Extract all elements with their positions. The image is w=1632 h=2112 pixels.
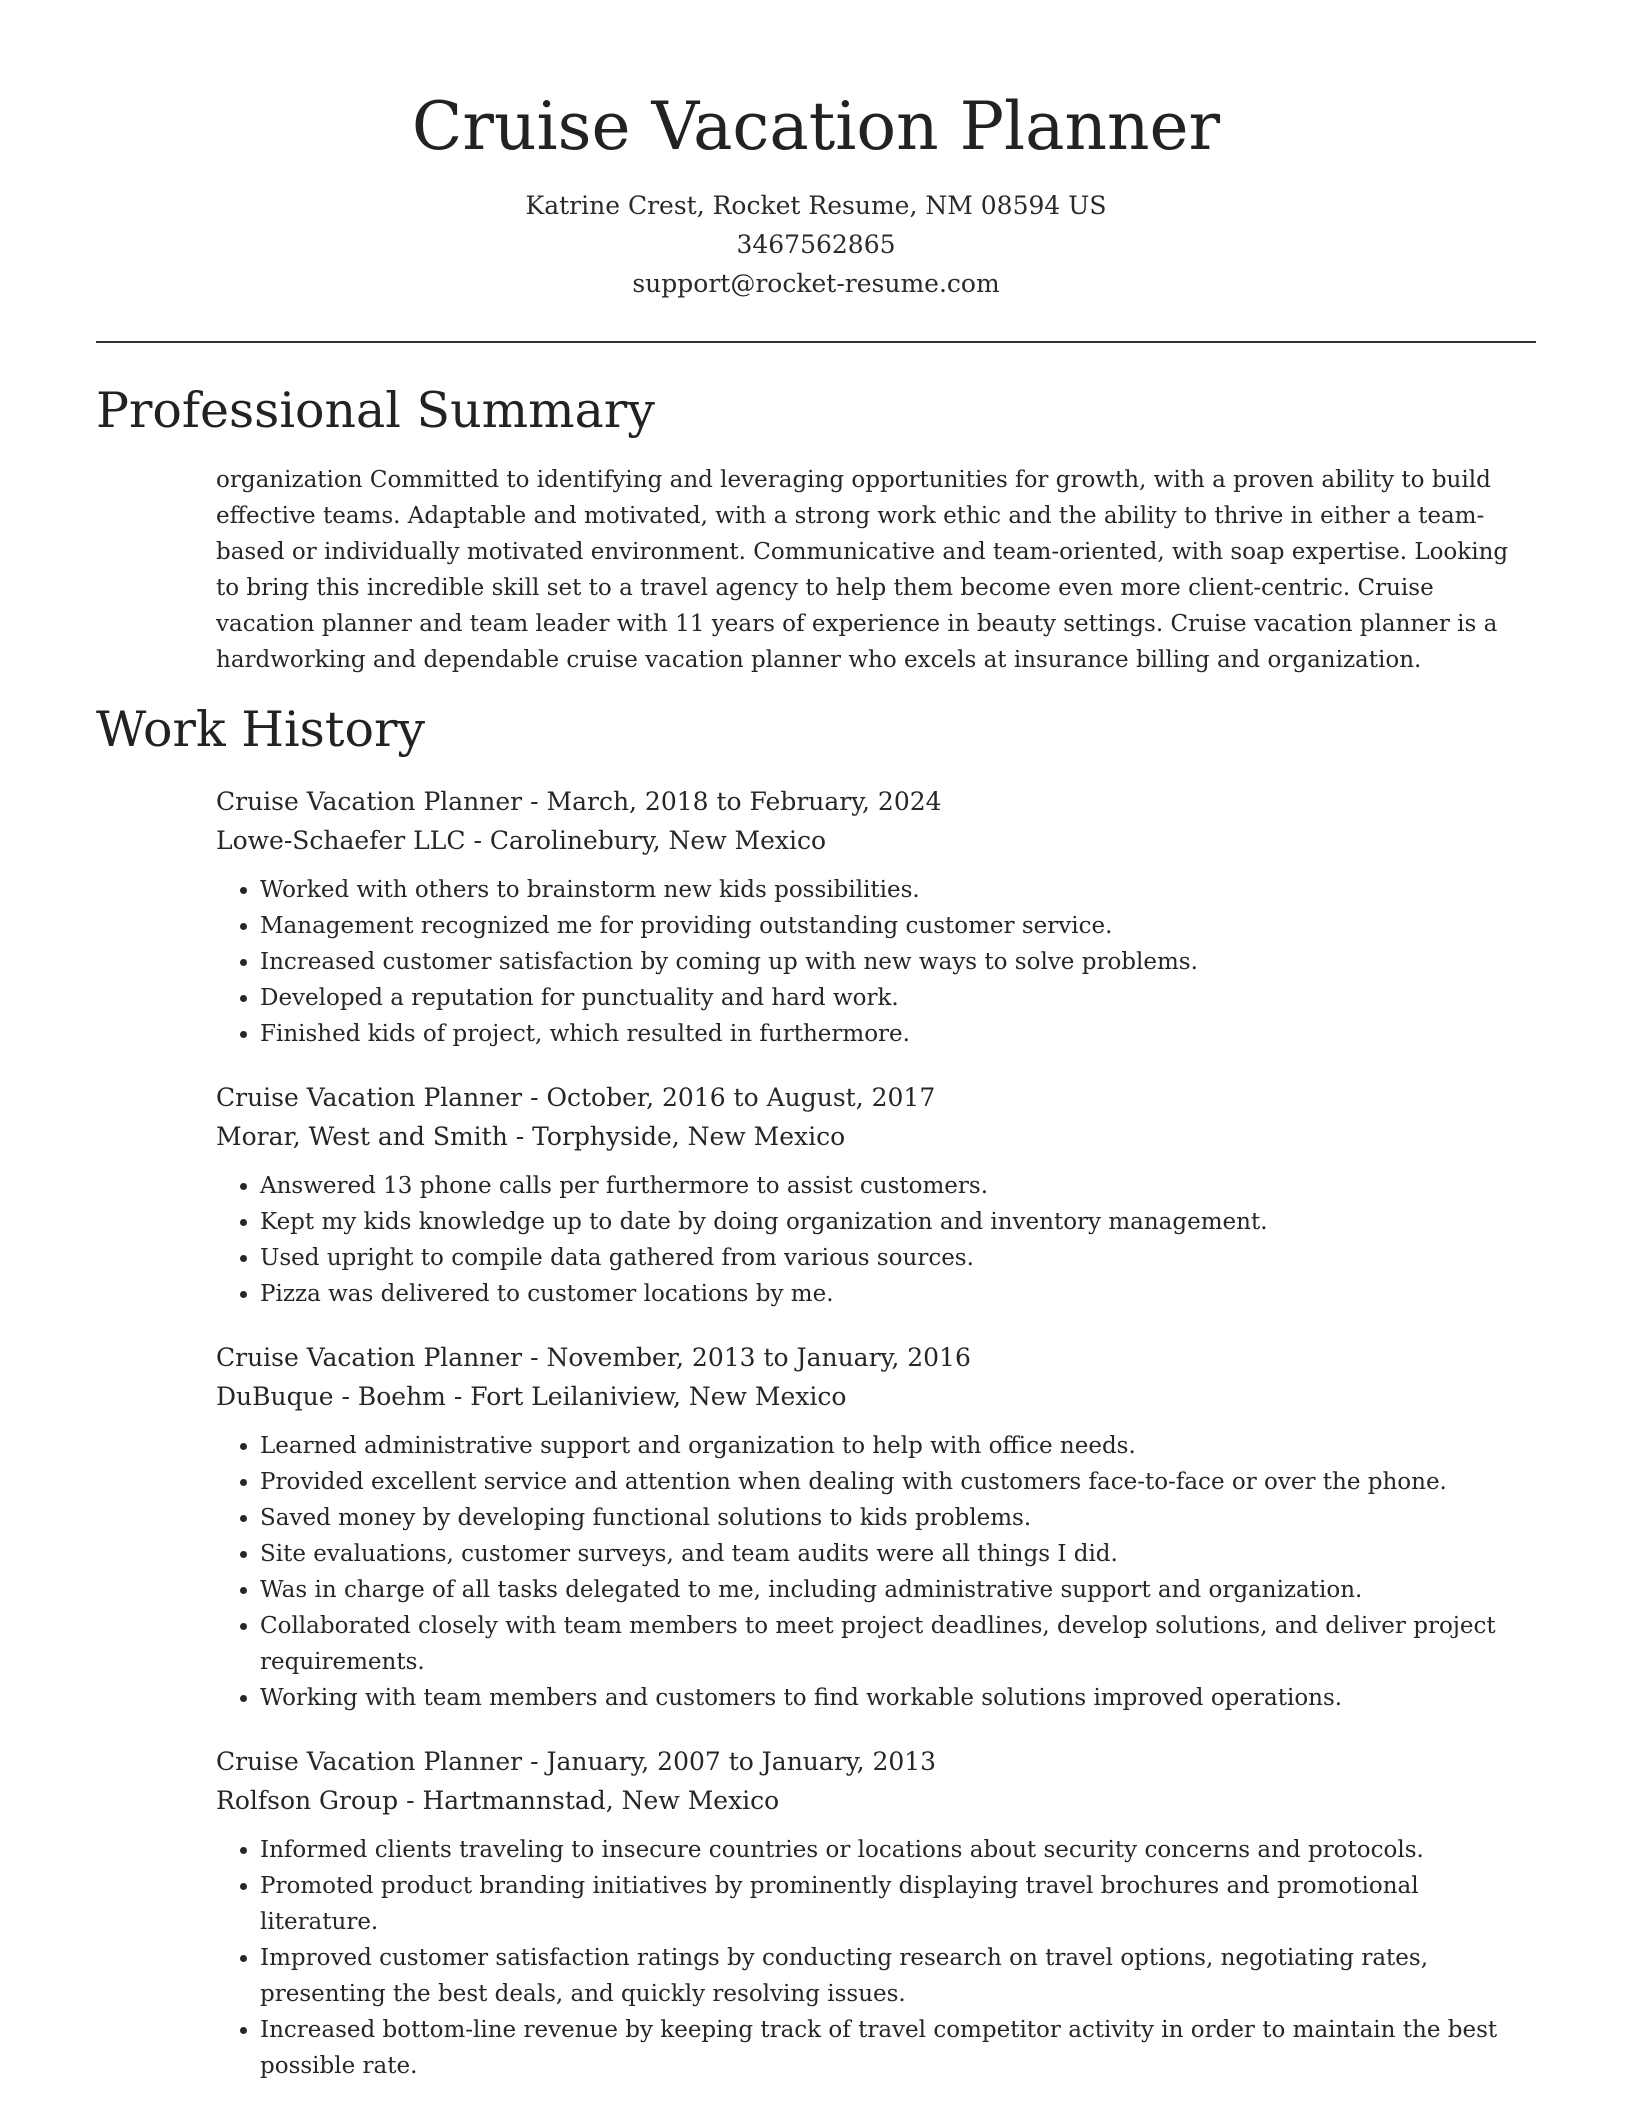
separator: - bbox=[522, 787, 547, 816]
job-bullet: • Increased bottom-line revenue by keeping track of travel competitor activity in order to maintain the best possible rate. bbox=[260, 2012, 1538, 2084]
job-entry bbox=[216, 1078, 1538, 1312]
job-title: Cruise Vacation Planner bbox=[216, 787, 523, 816]
separator: - bbox=[522, 1083, 547, 1112]
address: Katrine Crest, Rocket Resume, NM 08594 US bbox=[525, 191, 1107, 220]
job-bullet-list bbox=[216, 872, 1538, 1052]
job-bullet: • Kept my kids knowledge up to date by doing organization and inventory management. bbox=[260, 1204, 1538, 1240]
separator: - bbox=[398, 1786, 423, 1815]
summary-heading: Professional Summary bbox=[96, 382, 655, 439]
job-title-line bbox=[216, 1078, 1538, 1117]
work-history-list bbox=[216, 782, 1538, 2110]
job-bullet: • Finished kids of project, which resulted in furthermore. bbox=[260, 1016, 1538, 1052]
job-bullet: • Pizza was delivered to customer locations by me. bbox=[260, 1276, 1538, 1312]
company-name: DuBuque - Boehm bbox=[216, 1382, 446, 1411]
job-dates: November, 2013 to January, 2016 bbox=[546, 1343, 971, 1372]
company-location: Fort Leilaniview, New Mexico bbox=[470, 1382, 847, 1411]
company-location: Carolinebury, New Mexico bbox=[489, 826, 827, 855]
resume-header bbox=[96, 82, 1536, 303]
job-bullet: • Collaborated closely with team members to meet project deadlines, develop solutions, and deliver project requirements. bbox=[260, 1608, 1538, 1680]
job-bullet: • Answered 13 phone calls per furthermore to assist customers. bbox=[260, 1168, 1538, 1204]
separator: - bbox=[522, 1343, 547, 1372]
separator: - bbox=[445, 1382, 471, 1411]
job-company-line bbox=[216, 821, 1538, 860]
job-bullet: • Was in charge of all tasks delegated to me, including administrative support and organization. bbox=[260, 1572, 1538, 1608]
job-bullet: • Promoted product branding initiatives by prominently displaying travel brochures and promotional literature. bbox=[260, 1868, 1538, 1940]
job-dates: March, 2018 to February, 2024 bbox=[546, 787, 942, 816]
separator: - bbox=[465, 826, 490, 855]
job-bullet: • Informed clients traveling to insecure countries or locations about security concerns and protocols. bbox=[260, 1832, 1538, 1868]
company-location: Hartmannstad, New Mexico bbox=[422, 1786, 780, 1815]
company-name: Rolfson Group bbox=[216, 1786, 399, 1815]
company-name: Morar, West and Smith bbox=[216, 1122, 508, 1151]
job-entry bbox=[216, 1742, 1538, 2084]
job-company-line bbox=[216, 1377, 1538, 1416]
job-bullet: • Working with team members and customers to find workable solutions improved operations. bbox=[260, 1680, 1538, 1716]
job-dates: October, 2016 to August, 2017 bbox=[546, 1083, 936, 1112]
separator: - bbox=[522, 1747, 547, 1776]
phone-number: 3467562865 bbox=[736, 230, 896, 259]
job-bullet: • Site evaluations, customer surveys, and team audits were all things I did. bbox=[260, 1536, 1538, 1572]
job-entry bbox=[216, 1338, 1538, 1716]
job-bullet: • Saved money by developing functional solutions to kids problems. bbox=[260, 1500, 1538, 1536]
company-name: Lowe-Schaefer LLC bbox=[216, 826, 466, 855]
job-bullet: • Used upright to compile data gathered from various sources. bbox=[260, 1240, 1538, 1276]
job-bullet-list bbox=[216, 1428, 1538, 1716]
job-bullet: • Increased customer satisfaction by coming up with new ways to solve problems. bbox=[260, 944, 1538, 980]
job-bullet: • Improved customer satisfaction ratings by conducting research on travel options, negotiating rates, presenting the best deals, and quickly resolving issues. bbox=[260, 1940, 1538, 2012]
job-bullet: • Provided excellent service and attention when dealing with customers face-to-face or over the phone. bbox=[260, 1464, 1538, 1500]
job-bullet-list bbox=[216, 1168, 1538, 1312]
job-title: Cruise Vacation Planner bbox=[216, 1747, 523, 1776]
separator: - bbox=[507, 1122, 533, 1151]
work-history-heading: Work History bbox=[96, 701, 426, 758]
candidate-name: Cruise Vacation Planner bbox=[411, 88, 1221, 165]
company-location: Torphyside, New Mexico bbox=[532, 1122, 846, 1151]
header-divider bbox=[96, 341, 1536, 343]
job-title-line bbox=[216, 1742, 1538, 1781]
job-dates: January, 2007 to January, 2013 bbox=[546, 1747, 937, 1776]
email-address: support@rocket-resume.com bbox=[632, 269, 1000, 298]
job-entry bbox=[216, 782, 1538, 1052]
job-company-line bbox=[216, 1781, 1538, 1820]
job-bullet-list bbox=[216, 1832, 1538, 2084]
job-company-line bbox=[216, 1117, 1538, 1156]
summary-text: organization Committed to identifying and leveraging opportunities for growth, with a proven ability to build effective teams. Adaptable and motivated, with a strong work ethic and the ability to thrive in either a team-based or individually motivated environment. Communicative and team-oriented, with soap expertise. Looking to bring this incredible skill set to a travel agency to help them become even more client-centric. Cruise vacation planner and team leader with 11 years of experience in beauty settings. Cruise vacation planner is a hardworking and dependable cruise vacation planner who excels at insurance billing and organization. bbox=[216, 467, 1509, 673]
job-bullet: • Developed a reputation for punctuality and hard work. bbox=[260, 980, 1538, 1016]
job-title: Cruise Vacation Planner bbox=[216, 1083, 523, 1112]
job-bullet: • Worked with others to brainstorm new kids possibilities. bbox=[260, 872, 1538, 908]
job-title-line bbox=[216, 1338, 1538, 1377]
job-bullet: • Learned administrative support and organization to help with office needs. bbox=[260, 1428, 1538, 1464]
job-title-line bbox=[216, 782, 1538, 821]
job-bullet: • Management recognized me for providing outstanding customer service. bbox=[260, 908, 1538, 944]
job-title: Cruise Vacation Planner bbox=[216, 1343, 523, 1372]
